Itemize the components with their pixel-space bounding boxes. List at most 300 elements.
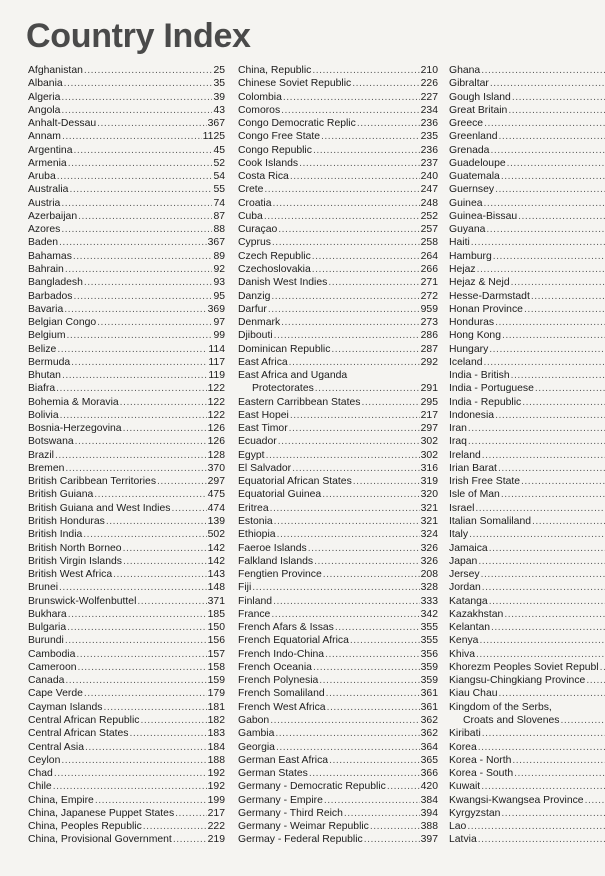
entry-page-number: 122 (207, 396, 225, 408)
dot-leader (270, 714, 419, 727)
index-entry-kyrgyzstan (449, 807, 605, 820)
entry-page-number: 182 (207, 715, 225, 726)
entry-page-number: 208 (420, 569, 438, 581)
entry-name: China, Republic (238, 64, 312, 76)
entry-page-number: 367 (207, 237, 225, 249)
entry-page-number: 252 (420, 210, 438, 222)
index-entry-german-east-africa (238, 754, 438, 767)
entry-page-number: 157 (207, 648, 225, 660)
entry-page-number: 185 (207, 608, 225, 620)
entry-name: France (238, 608, 271, 620)
dot-leader (252, 581, 419, 594)
entry-name: Czech Republic (238, 250, 311, 262)
entry-name: Georgia (238, 741, 275, 753)
entry-name: Annam (28, 131, 61, 143)
index-entry-guinea-bissau (449, 210, 605, 223)
page-title: Country Index (26, 17, 251, 55)
entry-name: Equatorial Guinea (238, 489, 322, 501)
dot-leader (325, 648, 420, 661)
index-entry-kwangsi-kwangsea-province (449, 794, 605, 807)
index-column-3 (449, 64, 605, 847)
entry-page-number: 361 (420, 688, 438, 700)
entry-name: Canada (28, 675, 65, 687)
entry-name: British Caribbean Territories (28, 476, 157, 488)
entry-name: Egypt (238, 449, 265, 461)
index-entry-iran (449, 422, 605, 435)
entry-page-number: 97 (213, 317, 225, 329)
entry-name: India - Portuguese (449, 383, 534, 395)
entry-name: Equatorial African States (238, 476, 352, 488)
index-entry-belize (28, 343, 225, 356)
dot-leader (277, 528, 420, 541)
entry-name: Burundi (28, 635, 64, 647)
dot-leader (78, 210, 212, 223)
entry-page-number: 362 (420, 728, 438, 740)
dot-leader (65, 462, 206, 475)
index-entry-afghanistan (28, 64, 225, 77)
entry-name: Kazakhstan (449, 608, 504, 620)
index-entry-falkland-islands (238, 555, 438, 568)
entry-page-number: 210 (420, 64, 438, 76)
entry-name: Korea - South (449, 768, 514, 780)
dot-leader (67, 621, 207, 634)
entry-name: Hamburg (449, 250, 492, 262)
entry-name: Great Britain (449, 104, 508, 116)
entry-name: Czechoslovakia (238, 263, 311, 275)
dot-leader (524, 303, 605, 316)
entry-name: French Equatorial Africa (238, 635, 349, 647)
dot-leader (495, 316, 605, 329)
index-entry-aruba (28, 170, 225, 183)
entry-name: Chinese Soviet Republic (238, 78, 352, 90)
entry-page-number: 237 (420, 157, 438, 169)
entry-name: Kuwait (449, 781, 481, 793)
index-entry-jordan (449, 581, 605, 594)
index-entry-irian-barat (449, 462, 605, 475)
dot-leader (468, 435, 605, 448)
dot-leader (143, 820, 207, 833)
dot-leader (73, 144, 212, 157)
index-entry-barbados (28, 290, 225, 303)
dot-leader (97, 117, 207, 130)
index-entry-faeroe-islands (238, 542, 438, 555)
dot-leader (319, 674, 419, 687)
dot-leader (478, 833, 605, 846)
index-entry-brunswick-wolfenbuttel (28, 595, 225, 608)
entry-name: Crete (238, 184, 264, 196)
entry-page-number: 355 (420, 635, 438, 647)
dot-leader (315, 382, 420, 395)
index-entry-gough-island (449, 91, 605, 104)
dot-leader (502, 329, 605, 342)
dot-leader (68, 157, 213, 170)
entry-name: Cyprus (238, 237, 271, 249)
entry-page-number: 319 (420, 476, 438, 488)
entry-page-number: 150 (207, 622, 225, 634)
dot-leader (84, 276, 213, 289)
entry-page-number: 367 (207, 118, 225, 130)
entry-name: Bosnia-Herzegovina (28, 423, 122, 435)
entry-name: Falkland Islands (238, 555, 314, 567)
index-entry-french-afars-issas (238, 621, 438, 634)
entry-name: Guyana (449, 224, 486, 236)
entry-name-continued: Croats and Slovenes (463, 715, 560, 726)
index-entry-british-india (28, 528, 225, 541)
entry-page-number: 39 (213, 91, 225, 103)
entry-name: Gabon (238, 715, 270, 726)
index-entry-fiji (238, 581, 438, 594)
entry-name: British West Africa (28, 569, 113, 581)
entry-name: Kingdom of the Serbs, (449, 701, 552, 713)
dot-leader (323, 568, 420, 581)
index-entry-east-hopei (238, 409, 438, 422)
entry-name: Katanga (449, 595, 488, 607)
dot-leader (364, 833, 420, 846)
dot-leader (273, 595, 420, 608)
index-entry-british-guiana-and-west-indies (28, 502, 225, 515)
entry-page-number: 122 (207, 409, 225, 421)
entry-name: Anhalt-Dessau (28, 118, 97, 130)
entry-page-number: 25 (213, 64, 225, 76)
entry-name: Bahrain (28, 263, 64, 275)
entry-name: Azerbaijan (28, 210, 78, 222)
entry-name: East Timor (238, 423, 288, 435)
entry-page-number: 181 (207, 701, 225, 713)
entry-page-number: 258 (420, 237, 438, 249)
dot-leader (490, 77, 605, 90)
entry-name: Bulgaria (28, 622, 67, 634)
entry-page-number: 236 (420, 144, 438, 156)
entry-name: Belize (28, 343, 57, 355)
index-entry-guadeloupe (449, 157, 605, 170)
dot-leader (76, 648, 206, 661)
index-entry-india-portuguese (449, 382, 605, 395)
entry-name: Bahamas (28, 250, 72, 262)
entry-page-number: 362 (420, 715, 438, 726)
index-entry-irish-free-state (449, 475, 605, 488)
entry-name: Albania (28, 78, 63, 90)
index-entry-biafra (28, 382, 225, 395)
index-entry-egypt (238, 449, 438, 462)
index-entry-central-asia (28, 741, 225, 754)
index-entry-kuwait (449, 780, 605, 793)
entry-page-number: 364 (420, 741, 438, 753)
dot-leader (104, 701, 207, 714)
entry-name: French Oceania (238, 661, 312, 673)
dot-leader (484, 356, 605, 369)
entry-name: British North Borneo (28, 542, 122, 554)
entry-page-number: 369 (207, 303, 225, 315)
entry-page-number: 356 (420, 648, 438, 660)
entry-page-number: 286 (420, 330, 438, 342)
index-entry-honan-province (449, 303, 605, 316)
index-entry-british-caribbean-territories (28, 475, 225, 488)
index-entry-hamburg (449, 250, 605, 263)
entry-page-number: 142 (207, 555, 225, 567)
index-entry-khiva (449, 648, 605, 661)
entry-name: Kiribati (449, 728, 481, 740)
dot-leader (68, 608, 207, 621)
index-entry-bahamas (28, 250, 225, 263)
index-entry-guernsey (449, 183, 605, 196)
entry-name: French Indo-China (238, 648, 325, 660)
entry-name: Gibraltar (449, 78, 489, 90)
entry-name: Haiti (449, 237, 470, 249)
index-entry-azores (28, 223, 225, 236)
index-column-1 (28, 64, 225, 847)
entry-name: Azores (28, 224, 61, 236)
index-entry-chinese-soviet-republic (238, 77, 438, 90)
entry-page-number: 92 (213, 263, 225, 275)
dot-leader (137, 595, 206, 608)
index-entry-china-provisional-government (28, 833, 225, 846)
entry-name: Congo Free State (238, 131, 321, 143)
entry-name: French Polynesia (238, 675, 319, 687)
index-entry-kiangsu-chingkiang-province (449, 674, 605, 687)
entry-name: British Virgin Islands (28, 555, 122, 567)
entry-page-number: 292 (420, 356, 438, 368)
entry-page-number: 371 (207, 595, 225, 607)
entry-page-number: 226 (420, 78, 438, 90)
index-entry-colombia (238, 91, 438, 104)
entry-name: Biafra (28, 383, 56, 395)
dot-leader (469, 528, 605, 541)
dot-leader (278, 223, 419, 236)
dot-leader (123, 555, 207, 568)
index-entry-korea-north (449, 754, 605, 767)
entry-page-number: 324 (420, 529, 438, 541)
index-entry-azerbaijan (28, 210, 225, 223)
index-entry-korea-south (449, 767, 605, 780)
index-entry-chad (28, 767, 225, 780)
index-entry-austria (28, 197, 225, 210)
entry-name: Germany - Weimar Republic (238, 821, 369, 833)
dot-leader (61, 91, 212, 104)
index-entry-dominican-republic (238, 343, 438, 356)
index-entry-french-west-africa (238, 701, 438, 714)
dot-leader (481, 568, 605, 581)
entry-page-number: 217 (420, 409, 438, 421)
entry-name: Faeroe Islands (238, 542, 307, 554)
entry-name: Danzig (238, 290, 271, 302)
entry-name: Lao (449, 821, 467, 833)
dot-leader (275, 727, 419, 740)
index-entry-el-salvador (238, 462, 438, 475)
entry-name: Ceylon (28, 754, 61, 766)
entry-name: Bolivia (28, 409, 59, 421)
entry-name: Irian Barat (449, 462, 497, 474)
dot-leader (276, 741, 420, 754)
index-entry-argentina (28, 144, 225, 157)
entry-name: Comoros (238, 104, 281, 116)
dot-leader (290, 409, 420, 422)
dot-leader (173, 833, 207, 846)
index-entry-east-timor (238, 422, 438, 435)
index-entry-haiti (449, 236, 605, 249)
entry-name: Fengtien Province (238, 569, 322, 581)
dot-leader (495, 183, 605, 196)
index-entry-french-equatorial-africa (238, 634, 438, 647)
dot-leader (289, 422, 420, 435)
entry-page-number: 88 (213, 224, 225, 236)
dot-leader (476, 648, 605, 661)
index-entry-brazil (28, 449, 225, 462)
dot-leader (65, 634, 207, 647)
dot-leader (486, 223, 605, 236)
dot-leader (312, 64, 419, 77)
dot-leader (106, 515, 207, 528)
entry-name: French Somaliland (238, 688, 325, 700)
entry-name: Central Asia (28, 741, 85, 753)
entry-page-number: 126 (207, 423, 225, 435)
dot-leader (532, 515, 605, 528)
index-entry-kenya (449, 634, 605, 647)
entry-page-number: 192 (207, 768, 225, 780)
index-entry-germany-empire (238, 794, 438, 807)
entry-page-number: 183 (207, 728, 225, 740)
entry-page-number: 45 (213, 144, 225, 156)
index-entry-german-states (238, 767, 438, 780)
entry-name: Irish Free State (449, 476, 521, 488)
entry-name: Bangladesh (28, 277, 83, 289)
entry-name: Eastern Carribbean States (238, 396, 361, 408)
entry-name: Bhutan (28, 370, 61, 382)
dot-leader (504, 608, 605, 621)
index-entry-angola (28, 104, 225, 117)
entry-page-number: 54 (213, 171, 225, 183)
dot-leader (313, 661, 420, 674)
dot-leader (501, 807, 605, 820)
entry-name: Jamaica (449, 542, 488, 554)
entry-name: Greenland (449, 131, 498, 143)
entry-name: Congo Democratic Replic (238, 118, 356, 130)
dot-leader (481, 780, 605, 793)
index-entry-congo-free-state (238, 130, 438, 143)
dot-leader (335, 621, 420, 634)
entry-name: Central African Republic (28, 715, 140, 726)
index-entry-china-republic (238, 64, 438, 77)
dot-leader (535, 382, 605, 395)
entry-name: Germany - Empire (238, 794, 323, 806)
index-entry-east-africa-and-uganda (238, 369, 438, 396)
index-entry-jamaica (449, 542, 605, 555)
entry-name: Fiji (238, 582, 252, 594)
entry-page-number: 366 (420, 768, 438, 780)
entry-page-number: 361 (420, 701, 438, 713)
index-entry-bulgaria (28, 621, 225, 634)
dot-leader (353, 475, 420, 488)
dot-leader (344, 807, 420, 820)
entry-name: Cuba (238, 210, 263, 222)
entry-name: Kelantan (449, 622, 491, 634)
entry-page-number: 142 (207, 542, 225, 554)
entry-name: Honduras (449, 317, 495, 329)
entry-name: Jersey (449, 569, 480, 581)
index-entry-bahrain (28, 263, 225, 276)
index-entry-belgium (28, 329, 225, 342)
entry-name: Ireland (449, 449, 481, 461)
dot-leader (586, 674, 605, 687)
entry-page-number: 271 (420, 277, 438, 289)
entry-page-number: 273 (420, 317, 438, 329)
index-entry-french-oceania (238, 661, 438, 674)
dot-leader (264, 210, 420, 223)
dot-leader (278, 435, 420, 448)
entry-page-number: 219 (207, 834, 225, 846)
entry-name: Curaçao (238, 224, 278, 236)
entry-name: China, Provisional Government (28, 834, 172, 846)
entry-page-number: 55 (213, 184, 225, 196)
index-entry-brunei (28, 581, 225, 594)
index-entry-congo-democratic-replic (238, 117, 438, 130)
dot-leader (60, 409, 207, 422)
entry-name: Iceland (449, 356, 483, 368)
dot-leader (97, 316, 212, 329)
entry-name: Cameroon (28, 661, 77, 673)
index-entry-fengtien-province (238, 568, 438, 581)
entry-name: Korea - North (449, 754, 512, 766)
dot-leader (512, 91, 605, 104)
index-entry-danzig (238, 290, 438, 303)
index-entry-cayman-islands (28, 701, 225, 714)
dot-leader (281, 316, 420, 329)
dot-leader (321, 130, 420, 143)
entry-name: Angola (28, 104, 61, 116)
index-entry-french-somaliland (238, 687, 438, 700)
entry-page-number: 99 (213, 330, 225, 342)
dot-leader (308, 542, 420, 555)
dot-leader (322, 488, 419, 501)
entry-name: British Guiana (28, 489, 94, 501)
index-entry-darfur (238, 303, 438, 316)
entry-page-number: 384 (420, 794, 438, 806)
dot-leader (387, 780, 420, 793)
index-entry-great-britain (449, 104, 605, 117)
index-entry-british-north-borneo (28, 542, 225, 555)
index-entry-british-guiana (28, 489, 225, 502)
index-entry-khorezm-peoples-soviet-republ (449, 661, 605, 674)
index-entry-ecuador (238, 435, 438, 448)
index-entry-bermuda (28, 356, 225, 369)
entry-page-number: 502 (207, 529, 225, 541)
index-entry-bukhara (28, 608, 225, 621)
dot-leader (309, 767, 420, 780)
entry-name: Belgium (28, 330, 66, 342)
dot-leader (468, 422, 605, 435)
entry-page-number: 247 (420, 184, 438, 196)
entry-name: Aruba (28, 171, 56, 183)
dot-leader (53, 780, 207, 793)
index-entry-bangladesh (28, 276, 225, 289)
entry-name: British Honduras (28, 516, 105, 528)
entry-page-number: 287 (420, 343, 438, 355)
entry-name: Bukhara (28, 608, 67, 620)
entry-page-number: 333 (420, 595, 438, 607)
index-entry-british-west-africa (28, 568, 225, 581)
dot-leader (471, 236, 605, 249)
dot-leader (350, 634, 420, 647)
index-entry-greece (449, 117, 605, 130)
entry-page-number: 328 (420, 582, 438, 594)
entry-page-number: 266 (420, 263, 438, 275)
index-entry-bohemia-moravia (28, 396, 225, 409)
dot-leader (484, 117, 605, 130)
dot-leader (499, 687, 605, 700)
dot-leader (481, 64, 605, 77)
dot-leader (292, 462, 420, 475)
index-entry-grenada (449, 144, 605, 157)
dot-leader (312, 250, 420, 263)
